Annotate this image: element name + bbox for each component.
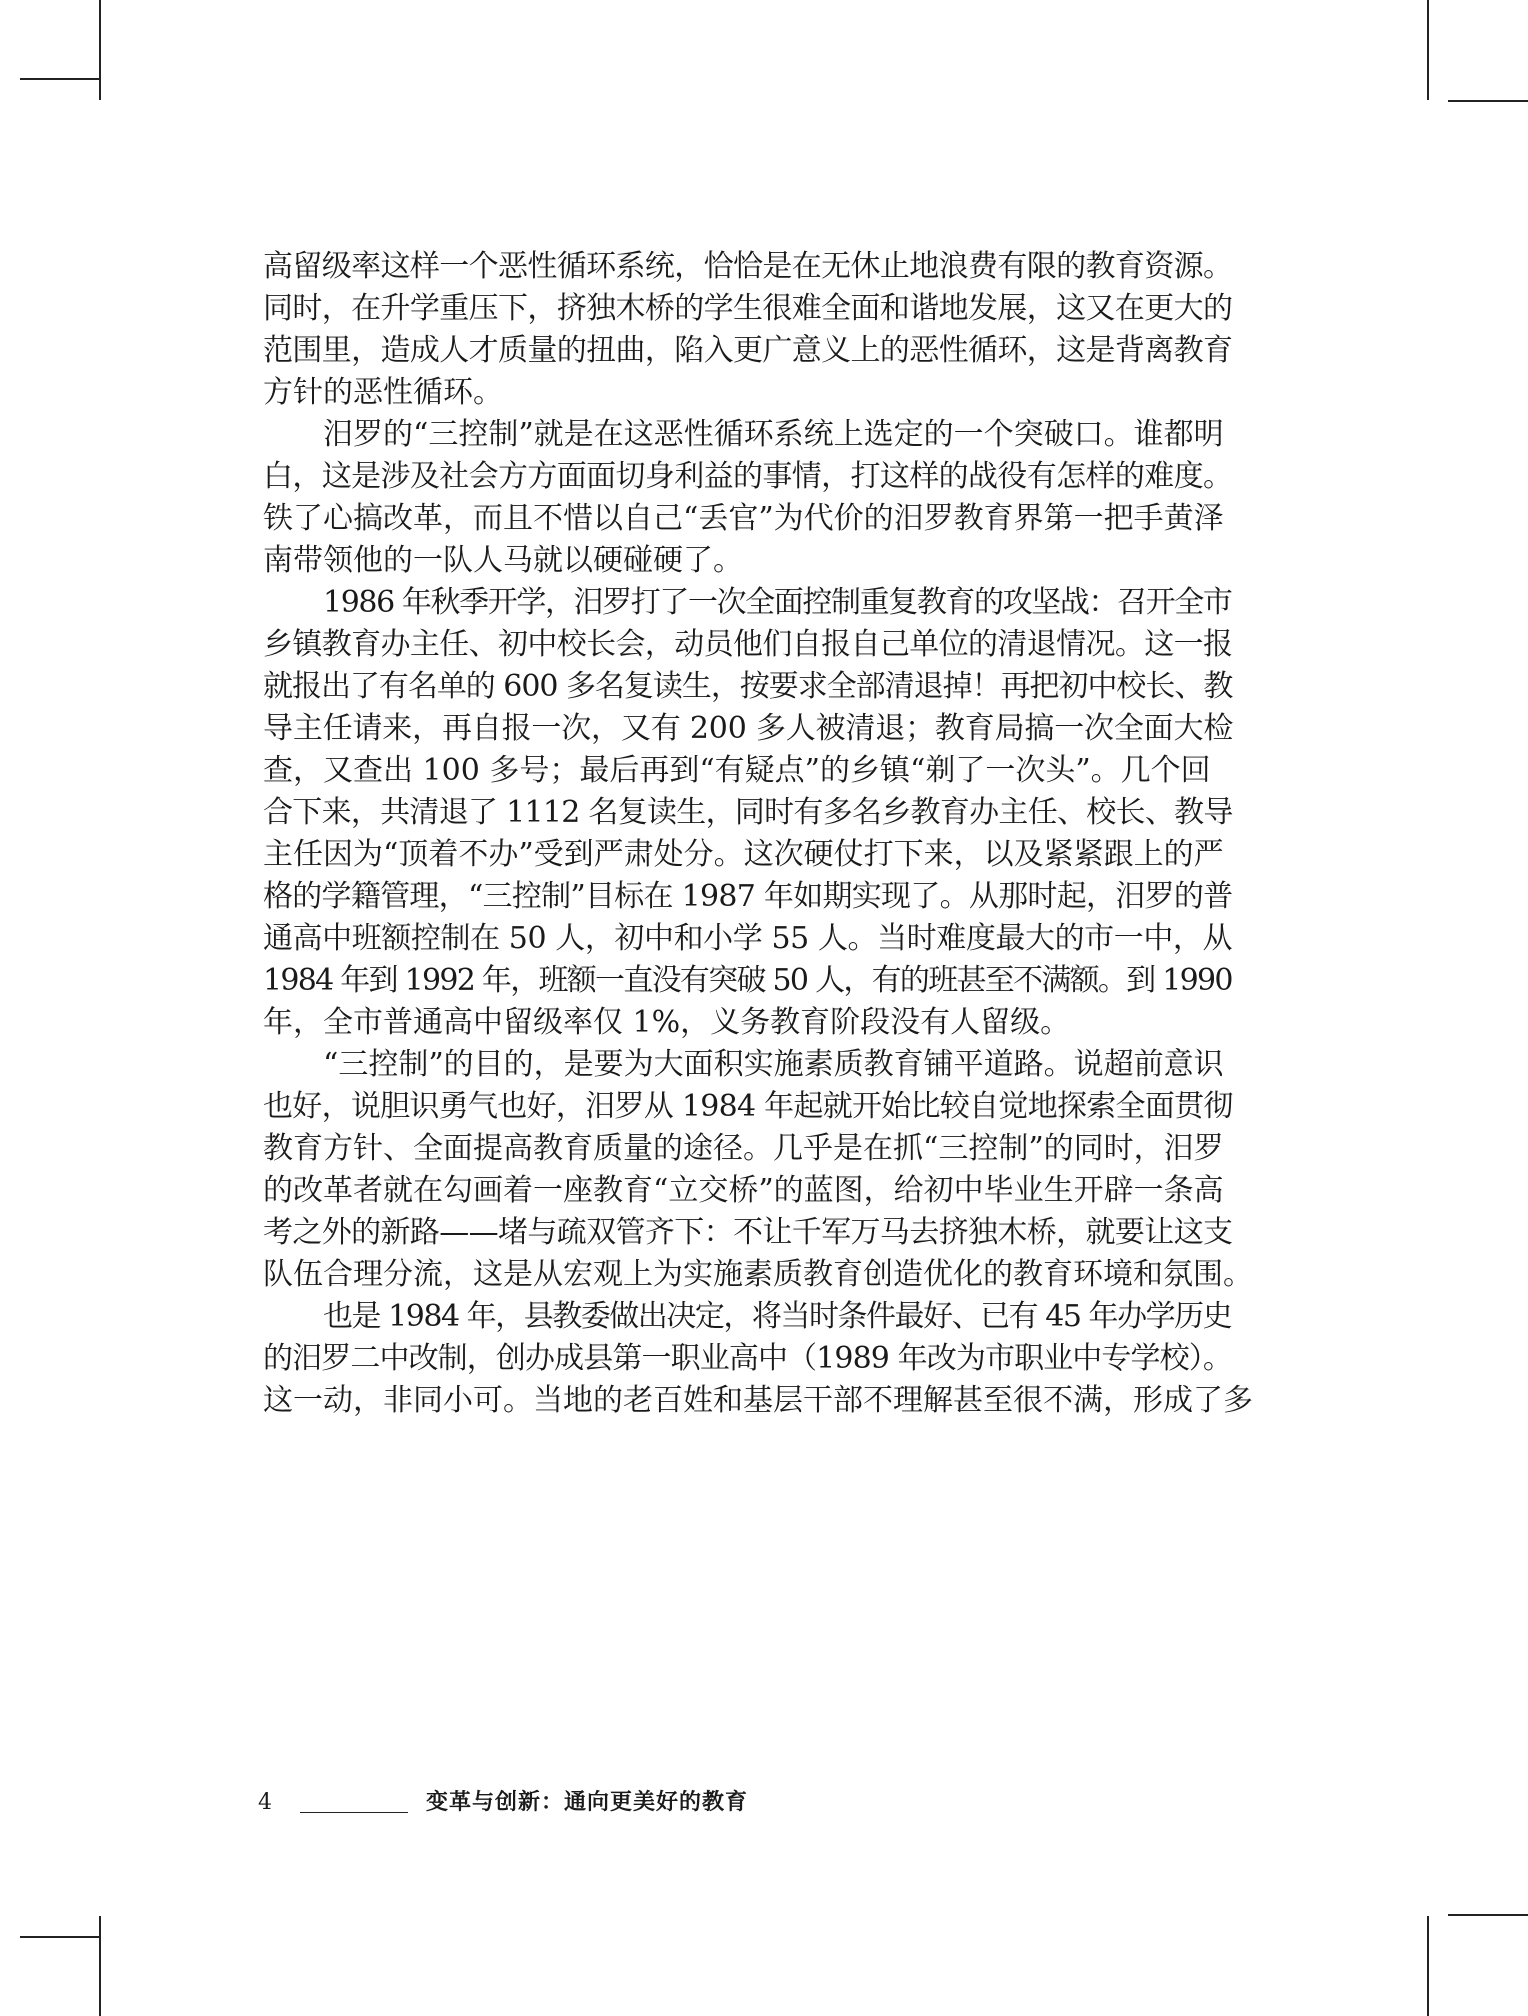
body-text <box>263 246 1253 1422</box>
running-title: 变革与创新：通向更美好的教育 <box>426 1790 749 1815</box>
crop-mark-bottom-right-vertical <box>1427 1916 1429 2016</box>
text-line: 查，又查出 100 多号；最后再到“有疑点”的乡镇“剃了一次头”。几个回 <box>263 753 1211 788</box>
paragraph <box>263 582 1233 1044</box>
text-line: 年，全市普通高中留级率仅 1%，义务教育阶段没有人留级。 <box>263 1005 1071 1040</box>
text-line: 高留级率这样一个恶性循环系统，恰恰是在无休止地浪费有限的教育资源。 <box>263 249 1233 284</box>
text-line: 的汨罗二中改制，创办成县第一职业高中（1989 年改为市职业中专学校）。 <box>263 1341 1232 1376</box>
crop-mark-top-left-vertical <box>99 0 101 100</box>
text-line: “三控制”的目的，是要为大面积实施素质教育铺平道路。说超前意识 <box>323 1047 1224 1082</box>
paragraph <box>263 246 1233 414</box>
crop-mark-bottom-left-horizontal <box>20 1936 100 1938</box>
text-line: 就报出了有名单的 600 多名复读生，按要求全部清退掉！再把初中校长、教 <box>263 669 1233 704</box>
page-number: 4 <box>258 1790 272 1815</box>
text-line: 这一动，非同小可。当地的老百姓和基层干部不理解甚至很不满，形成了多 <box>263 1383 1253 1418</box>
page-footer <box>258 1788 1158 1828</box>
paragraph <box>263 1296 1253 1422</box>
text-line: 合下来，共清退了 1112 名复读生，同时有多名乡教育办主任、校长、教导 <box>263 795 1233 830</box>
text-line: 考之外的新路——堵与疏双管齐下：不让千军万马去挤独木桥，就要让这支 <box>263 1215 1233 1250</box>
crop-mark-top-left-horizontal <box>20 78 100 80</box>
text-line: 同时，在升学重压下，挤独木桥的学生很难全面和谐地发展，这又在更大的 <box>263 291 1233 326</box>
footer-rule <box>300 1812 408 1813</box>
crop-mark-bottom-left-vertical <box>99 1916 101 2016</box>
text-line: 队伍合理分流，这是从宏观上为实施素质教育创造优化的教育环境和氛围。 <box>263 1257 1253 1292</box>
text-line: 乡镇教育办主任、初中校长会，动员他们自报自己单位的清退情况。这一报 <box>263 627 1233 662</box>
text-line: 南带领他的一队人马就以硬碰硬了。 <box>263 543 743 578</box>
text-line: 也好，说胆识勇气也好，汨罗从 1984 年起就开始比较自觉地探索全面贯彻 <box>263 1089 1233 1124</box>
paragraph <box>263 1044 1253 1296</box>
paragraph <box>263 414 1233 582</box>
crop-mark-bottom-right-horizontal <box>1448 1914 1528 1916</box>
text-line: 方针的恶性循环。 <box>263 375 503 410</box>
text-line: 主任因为“顶着不办”受到严肃处分。这次硬仗打下来，以及紧紧跟上的严 <box>263 837 1224 872</box>
text-line: 也是 1984 年，县教委做出决定，将当时条件最好、已有 45 年办学历史 <box>323 1299 1232 1334</box>
crop-mark-top-right-vertical <box>1427 0 1429 100</box>
text-line: 铁了心搞改革，而且不惜以自己“丢官”为代价的汨罗教育界第一把手黄泽 <box>263 501 1224 536</box>
text-line: 的改革者就在勾画着一座教育“立交桥”的蓝图，给初中毕业生开辟一条高 <box>263 1173 1224 1208</box>
text-line: 格的学籍管理，“三控制”目标在 1987 年如期实现了。从那时起，汨罗的普 <box>263 879 1233 914</box>
text-line: 汨罗的“三控制”就是在这恶性循环系统上选定的一个突破口。谁都明 <box>323 417 1224 452</box>
text-line: 教育方针、全面提高教育质量的途径。几乎是在抓“三控制”的同时，汨罗 <box>263 1131 1224 1166</box>
text-line: 通高中班额控制在 50 人，初中和小学 55 人。当时难度最大的市一中，从 <box>263 921 1233 956</box>
text-line: 导主任请来，再自报一次，又有 200 多人被清退；教育局搞一次全面大检 <box>263 711 1234 746</box>
text-line: 1984 年到 1992 年，班额一直没有突破 50 人，有的班甚至不满额。到 1990 <box>263 963 1232 998</box>
crop-mark-top-right-horizontal <box>1448 100 1528 102</box>
text-line: 1986 年秋季开学，汨罗打了一次全面控制重复教育的攻坚战：召开全市 <box>323 585 1232 620</box>
text-line: 范围里，造成人才质量的扭曲，陷入更广意义上的恶性循环，这是背离教育 <box>263 333 1233 368</box>
text-line: 白，这是涉及社会方方面面切身利益的事情，打这样的战役有怎样的难度。 <box>263 459 1233 494</box>
